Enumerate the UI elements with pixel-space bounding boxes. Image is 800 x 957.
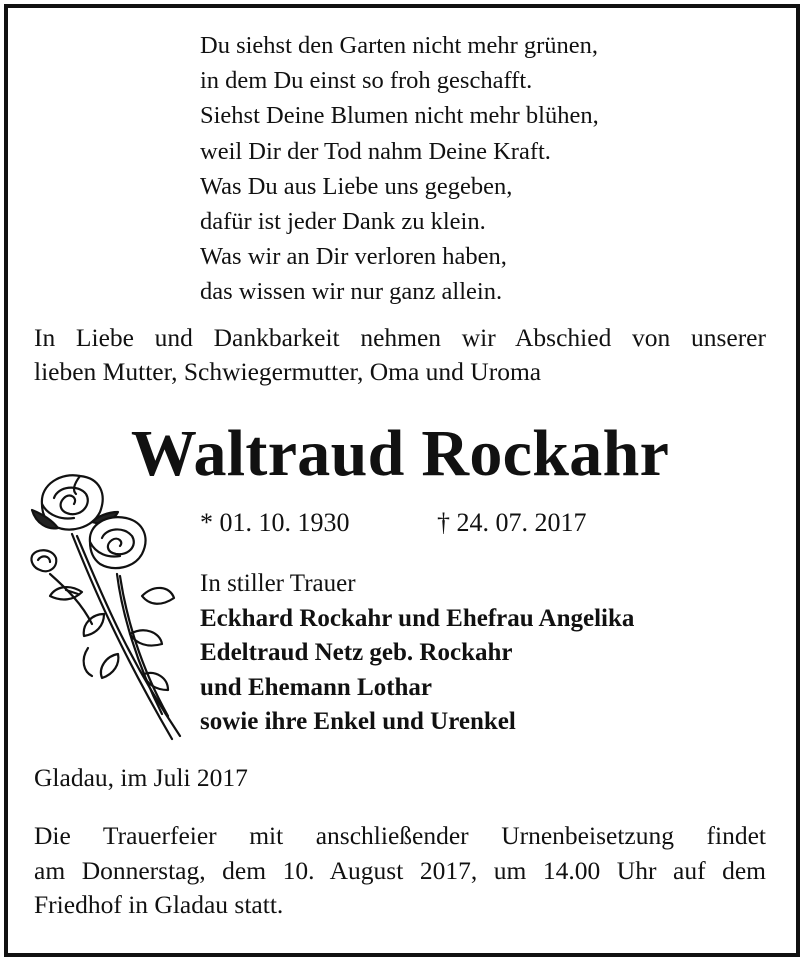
roses-illustration-icon bbox=[22, 464, 190, 744]
birth-date: * 01. 10. 1930 bbox=[200, 508, 350, 537]
mourner-line: Eckhard Rockahr und Ehefrau Angelika bbox=[200, 604, 635, 632]
poem-line: weil Dir der Tod nahm Deine Kraft. bbox=[200, 137, 551, 165]
mourner-line: sowie ihre Enkel und Urenkel bbox=[200, 708, 516, 735]
poem-line: Was Du aus Liebe uns gegeben, bbox=[200, 172, 513, 200]
poem bbox=[200, 28, 599, 310]
death-date: † 24. 07. 2017 bbox=[437, 508, 587, 537]
poem-line: in dem Du einst so froh geschafft. bbox=[200, 67, 533, 95]
deceased-name: Waltraud Rockahr bbox=[130, 417, 670, 490]
mourner-line: und Ehemann Lothar bbox=[200, 673, 433, 701]
mourners-intro: In stiller Trauer bbox=[200, 570, 356, 597]
intro-line: In Liebe und Dankbarkeit nehmen wir Abschied von unserer bbox=[34, 323, 766, 352]
poem-line: das wissen wir nur ganz allein. bbox=[200, 278, 503, 306]
notice-line: Friedhof in Gladau statt. bbox=[34, 890, 284, 919]
notice-line: am Donnerstag, dem 10. August 2017, um 14.00 Uhr auf dem bbox=[34, 855, 766, 885]
poem-line: Du siehst den Garten nicht mehr grünen, bbox=[200, 32, 599, 59]
notice-line: Die Trauerfeier mit anschließender Urnenbeisetzung findet bbox=[34, 821, 766, 850]
place-and-date: Gladau, im Juli 2017 bbox=[34, 763, 248, 792]
poem-line: Was wir an Dir verloren haben, bbox=[200, 243, 507, 271]
poem-line: Siehst Deine Blumen nicht mehr blühen, bbox=[200, 102, 599, 130]
poem-line: dafür ist jeder Dank zu klein. bbox=[200, 208, 486, 236]
mourner-line: Edeltraud Netz geb. Rockahr bbox=[200, 639, 513, 666]
funeral-notice bbox=[34, 819, 766, 923]
intro-line: lieben Mutter, Schwiegermutter, Oma und Uroma bbox=[34, 357, 542, 386]
farewell-intro bbox=[34, 321, 766, 389]
mourners-block bbox=[200, 567, 634, 740]
